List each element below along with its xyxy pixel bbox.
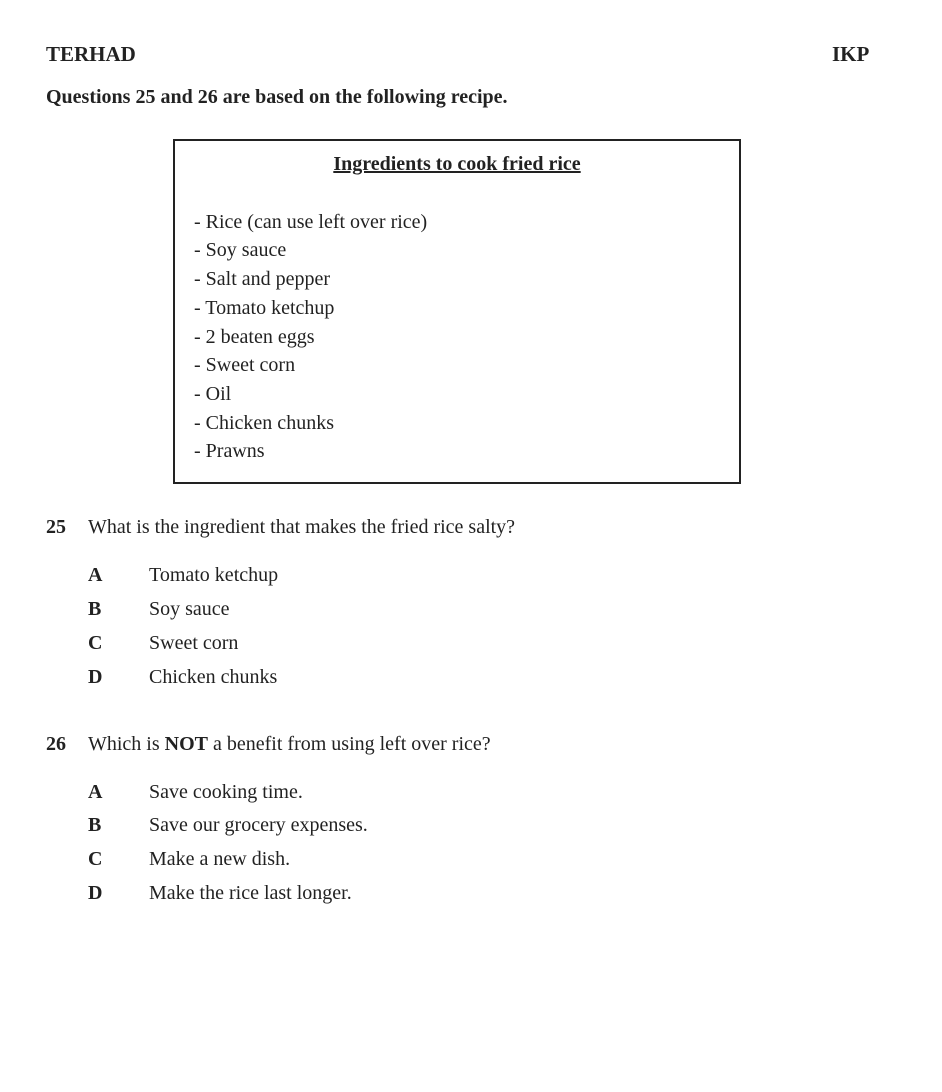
intro-text: Questions 25 and 26 are based on the following recipe. (46, 86, 508, 108)
ingredient: - Soy sauce (194, 239, 287, 261)
option-text: Chicken chunks (149, 666, 278, 688)
recipe-title: Ingredients to cook fried rice (333, 153, 581, 175)
ingredient: - Chicken chunks (194, 412, 334, 434)
question-text-part: Which is (88, 733, 165, 755)
question-number: 26 (46, 733, 66, 755)
question-text: What is the ingredient that makes the fried rice salty? (88, 516, 516, 538)
question-text (88, 733, 491, 756)
ingredient: - Tomato ketchup (194, 297, 335, 319)
question-number: 25 (46, 516, 66, 538)
question-text-part: a benefit from using left over rice? (208, 733, 491, 755)
ingredient: - Sweet corn (194, 354, 296, 376)
option-letter: A (88, 564, 103, 586)
option-text: Save cooking time. (149, 781, 303, 803)
option-text: Save our grocery expenses. (149, 814, 368, 836)
ingredient: - Oil (194, 383, 232, 405)
option-text: Sweet corn (149, 632, 239, 654)
option-letter: D (88, 666, 103, 688)
option-text: Tomato ketchup (149, 564, 279, 586)
option-text: Soy sauce (149, 598, 230, 620)
option-letter: D (88, 882, 103, 904)
option-letter: C (88, 632, 103, 654)
option-letter: B (88, 598, 102, 620)
option-text: Make a new dish. (149, 848, 291, 870)
ingredient: - 2 beaten eggs (194, 326, 315, 348)
recipe-box (173, 139, 741, 484)
question-emphasis: NOT (164, 733, 208, 755)
option-text: Make the rice last longer. (149, 882, 352, 904)
header-classification: TERHAD (46, 42, 136, 66)
option-letter: B (88, 814, 102, 836)
option-letter: A (88, 781, 103, 803)
ingredient: - Rice (can use left over rice) (194, 211, 428, 233)
option-letter: C (88, 848, 103, 870)
header-code: IKP (832, 42, 870, 66)
ingredient: - Salt and pepper (194, 268, 331, 290)
ingredient: - Prawns (194, 440, 265, 462)
